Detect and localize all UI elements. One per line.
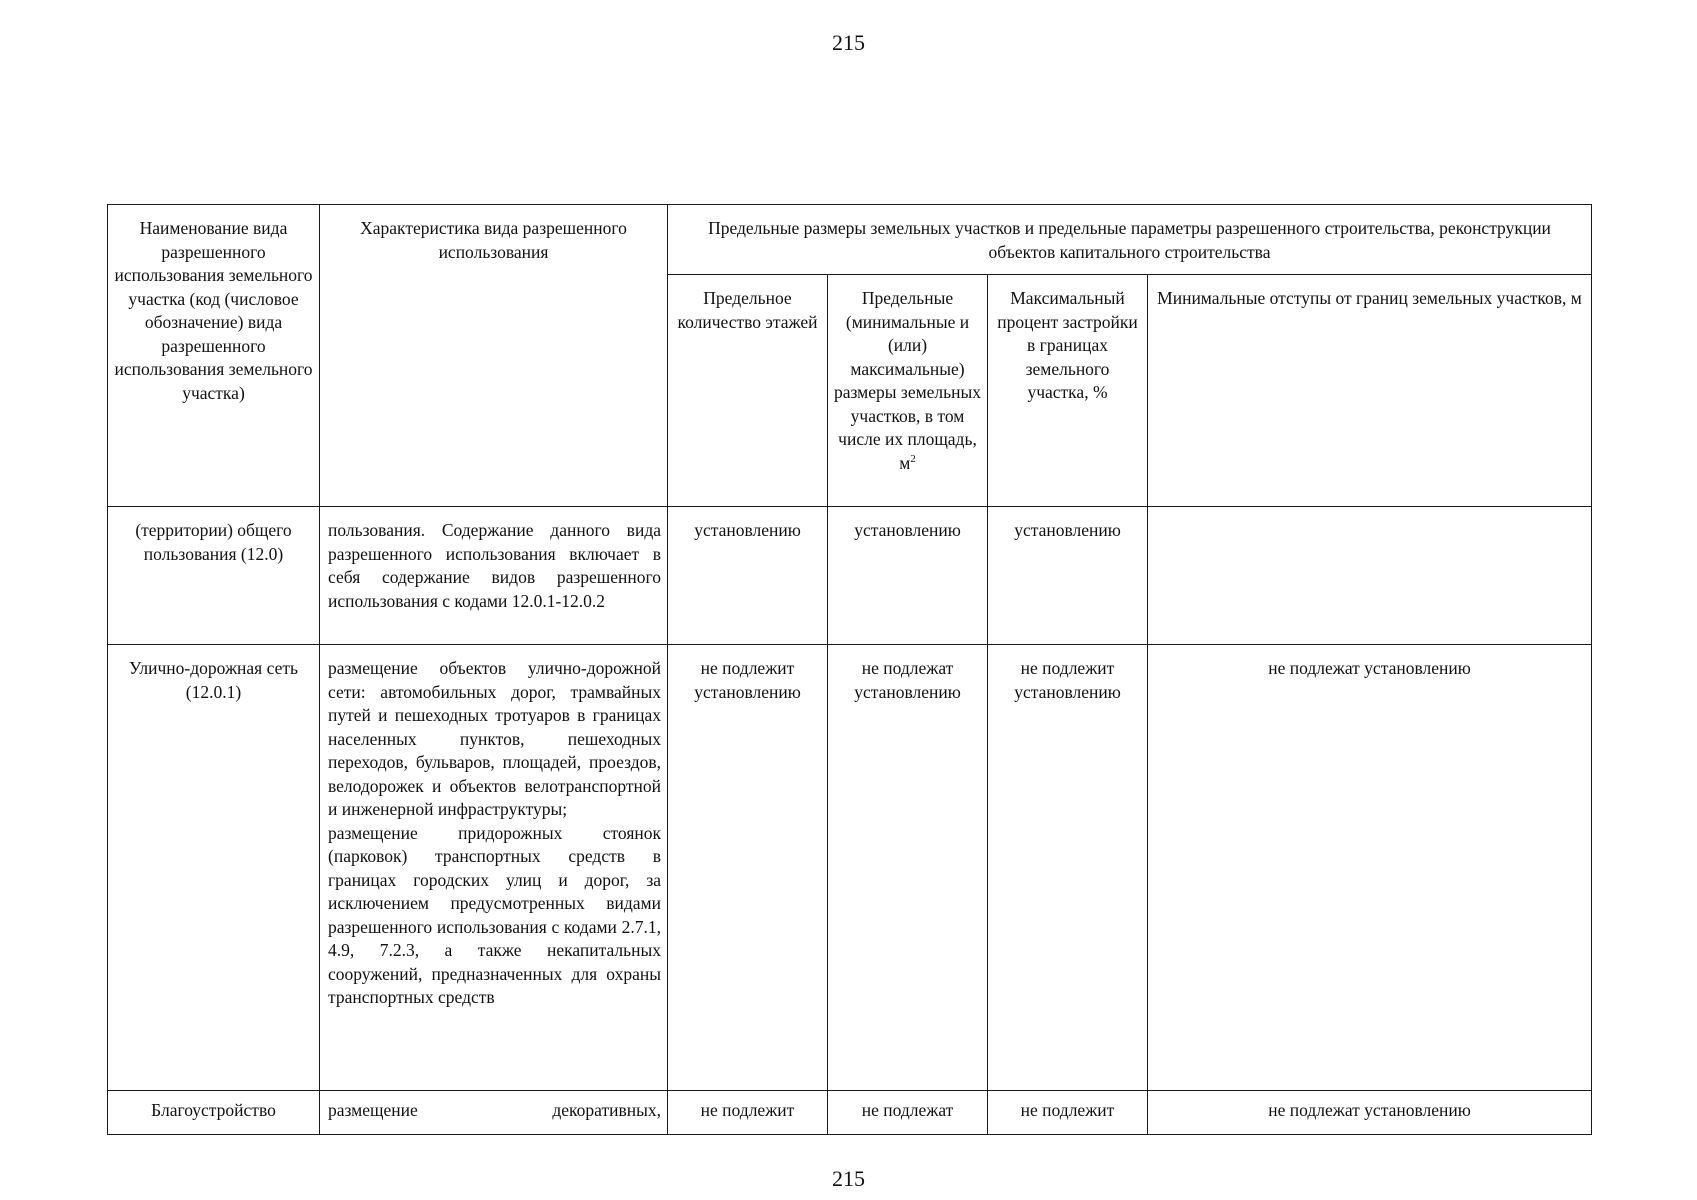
header-limits-group-text: Предельные размеры земельных участков и предельные параметры разрешенного строительства, реконструкции объектов капитального строительства bbox=[708, 218, 1551, 262]
row-setbacks-cell: не подлежат установлению bbox=[1148, 645, 1592, 1091]
row-characteristic-paragraph: размещение объектов улично-дорожной сети: автомобильных дорог, трамвайных путей и пешеходных тротуаров в границах населенных пунктов, пешеходных переходов, бульваров, площадей, проездов, велодорожек и объектов велотранспортной и инженерной инфраструктуры; bbox=[328, 658, 661, 819]
header-setbacks-cell bbox=[1148, 275, 1592, 507]
header-sizes-superscript: 2 bbox=[910, 452, 916, 465]
header-percent-cell bbox=[988, 275, 1148, 507]
row-characteristic-cell bbox=[320, 507, 668, 645]
row-percent-cell: не подлежит bbox=[988, 1091, 1148, 1135]
row-percent-cell: не подлежит установлению bbox=[988, 645, 1148, 1091]
row-floors-cell: не подлежит установлению bbox=[668, 645, 828, 1091]
row-setbacks-cell bbox=[1148, 507, 1592, 645]
row-characteristic-paragraph: пользования. Содержание данного вида разрешенного использования включает в себя содержание видов разрешенного использования с кодами 12.0.1-12.0.2 bbox=[328, 520, 661, 611]
row-sizes-cell: не подлежат установлению bbox=[828, 645, 988, 1091]
row-floors-cell: установлению bbox=[668, 507, 828, 645]
table-row bbox=[108, 1091, 1592, 1135]
page-number-top: 215 bbox=[832, 30, 865, 55]
header-percent-text: Максимальный процент застройки в границах земельного участка, % bbox=[997, 288, 1138, 402]
row-sizes-cell: не подлежат bbox=[828, 1091, 988, 1135]
header-characteristic-text: Характеристика вида разрешенного использования bbox=[360, 218, 627, 262]
header-floors-cell bbox=[668, 275, 828, 507]
row-characteristic-cell bbox=[320, 645, 668, 1091]
land-use-table bbox=[107, 204, 1592, 1135]
table-header-row bbox=[108, 205, 1592, 275]
table-row bbox=[108, 507, 1592, 645]
header-characteristic-cell bbox=[320, 205, 668, 507]
header-setbacks-text: Минимальные отступы от границ земельных участков, м bbox=[1157, 288, 1582, 308]
row-sizes-cell: установлению bbox=[828, 507, 988, 645]
header-limits-group-cell bbox=[668, 205, 1592, 275]
row-characteristic-paragraph: размещение декоративных, bbox=[328, 1100, 661, 1120]
header-name-cell bbox=[108, 205, 320, 507]
row-characteristic-paragraph: размещение придорожных стоянок (парковок) транспортных средств в границах городских улиц и дорог, за исключением предусмотренных видами разрешенного использования с кодами 2.7.1, 4.9, 7.2.3, а также некапитальных сооружений, предназначенных для охраны транспортных средств bbox=[328, 822, 661, 1007]
page-number-bottom: 215 bbox=[832, 1166, 865, 1191]
row-floors-cell: не подлежит bbox=[668, 1091, 828, 1135]
row-name-cell: (территории) общего пользования (12.0) bbox=[108, 507, 320, 645]
row-setbacks-cell: не подлежат установлению bbox=[1148, 1091, 1592, 1135]
row-characteristic-cell bbox=[320, 1091, 668, 1135]
header-sizes-text: Предельные (минимальные и (или) максимальные) размеры земельных участков, в том числе их площадь, м bbox=[834, 288, 982, 473]
header-floors-text: Предельное количество этажей bbox=[677, 288, 818, 332]
header-sizes-cell bbox=[828, 275, 988, 507]
row-name-cell: Благоустройство bbox=[108, 1091, 320, 1135]
table-row bbox=[108, 645, 1592, 1091]
row-percent-cell: установлению bbox=[988, 507, 1148, 645]
header-name-text: Наименование вида разрешенного использования земельного участка (код (числовое обозначение) вида разрешенного использования земельного участка) bbox=[114, 218, 313, 403]
row-name-cell: Улично-дорожная сеть (12.0.1) bbox=[108, 645, 320, 1091]
